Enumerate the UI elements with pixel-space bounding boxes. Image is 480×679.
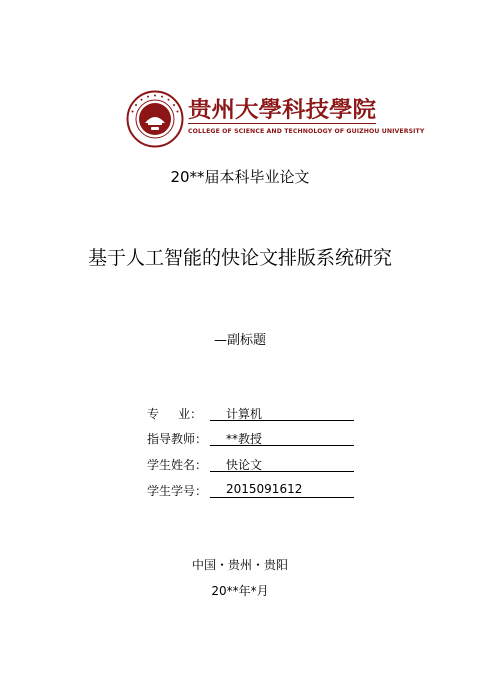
degree-label: 20**届本科毕业论文 xyxy=(170,168,310,186)
date-text: 20**年*月 xyxy=(211,584,269,598)
school-name-en: COLLEGE OF SCIENCE AND TECHNOLOGY OF GUIZHOU UNIVERSITY xyxy=(188,128,425,135)
logo-divider xyxy=(188,123,376,124)
thesis-title: 基于人工智能的快论文排版系统研究 xyxy=(87,247,392,269)
student-id-label: 学生学号： xyxy=(147,484,208,498)
advisor-label: 指导教师： xyxy=(147,432,208,446)
university-logo xyxy=(126,90,425,148)
major-value: 计算机 xyxy=(210,405,354,421)
school-name-wordmark xyxy=(188,95,378,122)
student-name-value: 快论文 xyxy=(210,456,354,472)
student-name-label: 学生姓名： xyxy=(147,458,208,472)
advisor-value: **教授 xyxy=(210,430,354,446)
place-text: 中国・贵州・贵阳 xyxy=(191,558,288,572)
student-id-value: 2015091612 xyxy=(210,482,354,498)
major-label: 专 业： xyxy=(147,407,203,421)
thesis-subtitle: —副标题 xyxy=(213,333,266,348)
school-name-cn: 贵州大學科技學院 xyxy=(188,97,376,122)
school-seal-icon xyxy=(126,90,184,148)
